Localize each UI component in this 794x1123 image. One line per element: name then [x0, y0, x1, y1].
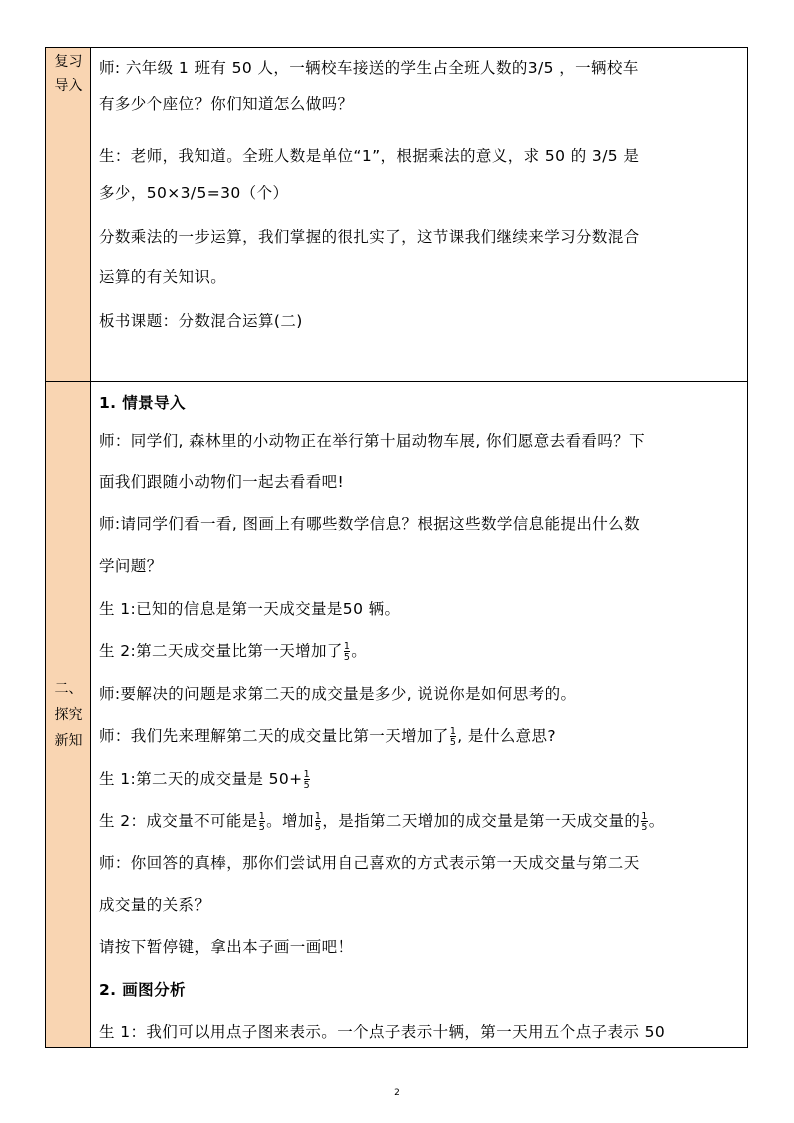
fraction-one-fifth: $\frac{1}{5}$ [641, 810, 648, 833]
explore-section-row [46, 382, 747, 1047]
review-section-row [46, 48, 747, 382]
text-line: 师：同学们, 森林里的小动物正在举行第十届动物车展, 你们愿意去看看吗？下 [99, 432, 646, 450]
heading-scenario: 1. 情景导入 [99, 394, 186, 412]
text-line: 生 2：成交量不可能是 $\frac{1}{5}$ 。增加 $\frac{1}{5}$ ，是指第二天增加的成交量是第一天成交量的 $\frac{1}{5}$ 。 [99, 810, 665, 833]
text-line: 生 1：我们可以用点子图来表示。一个点子表示十辆，第一天用五个点子表示 50 [99, 1023, 666, 1041]
section-label-explore: 二、 探究 新知 [54, 681, 83, 749]
text-line: 生 1:第二天的成交量是 50+ $\frac{1}{5}$ [99, 768, 311, 791]
text-line: 师：我们先来理解第二天的成交量比第一天增加了 $\frac{1}{5}$ , 是什么意思? [99, 725, 557, 748]
text-line: 多少，50×3/5=30（个） [99, 184, 289, 202]
text-line: 请按下暂停键，拿出本子画一画吧！ [99, 938, 354, 956]
text-line: 有多少个座位？你们知道怎么做吗？ [99, 95, 354, 113]
lesson-table [45, 47, 748, 1048]
text-line: 成交量的关系？ [99, 896, 211, 914]
text-line: 运算的有关知识。 [99, 268, 227, 286]
text-line: 学问题？ [99, 557, 163, 575]
text-line: 师:请同学们看一看, 图画上有哪些数学信息？根据这些数学信息能提出什么数 [99, 515, 640, 533]
fraction-one-fifth: $\frac{1}{5}$ [343, 640, 351, 663]
text-line: 生 1:已知的信息是第一天成交量是50 辆。 [99, 600, 401, 618]
heading-drawing-analysis: 2. 画图分析 [99, 981, 186, 999]
text-line: 分数乘法的一步运算，我们掌握的很扎实了，这节课我们继续来学习分数混合 [99, 228, 640, 246]
fraction-one-fifth: $\frac{1}{5}$ [258, 810, 266, 833]
section-label-review: 复习 导入 [54, 54, 83, 94]
fraction-one-fifth: $\frac{1}{5}$ [303, 768, 311, 791]
fraction-one-fifth: $\frac{1}{5}$ [449, 725, 457, 748]
section-label-cell [46, 48, 91, 381]
text-line: 面我们跟随小动物们一起去看看吧! [99, 473, 345, 491]
text-line: 生：老师，我知道。全班人数是单位“1”，根据乘法的意义，求 50 的 3/5 是 [99, 147, 640, 165]
page-number: 2 [394, 1088, 400, 1098]
text-line: 师: 六年级 1 班有 50 人，一辆校车接送的学生占全班人数的3/5 ，一辆校车 [99, 59, 639, 77]
section-label-cell [46, 382, 91, 1047]
text-line: 生 2:第二天成交量比第一天增加了 $\frac{1}{5}$ 。 [99, 640, 368, 663]
text-line: 板书课题：分数混合运算(二) [99, 312, 303, 330]
text-line: 师：你回答的真棒，那你们尝试用自己喜欢的方式表示第一天成交量与第二天 [99, 854, 640, 872]
fraction-one-fifth: $\frac{1}{5}$ [314, 810, 322, 833]
text-line: 师:要解决的问题是求第二天的成交量是多少, 说说你是如何思考的。 [99, 685, 577, 703]
